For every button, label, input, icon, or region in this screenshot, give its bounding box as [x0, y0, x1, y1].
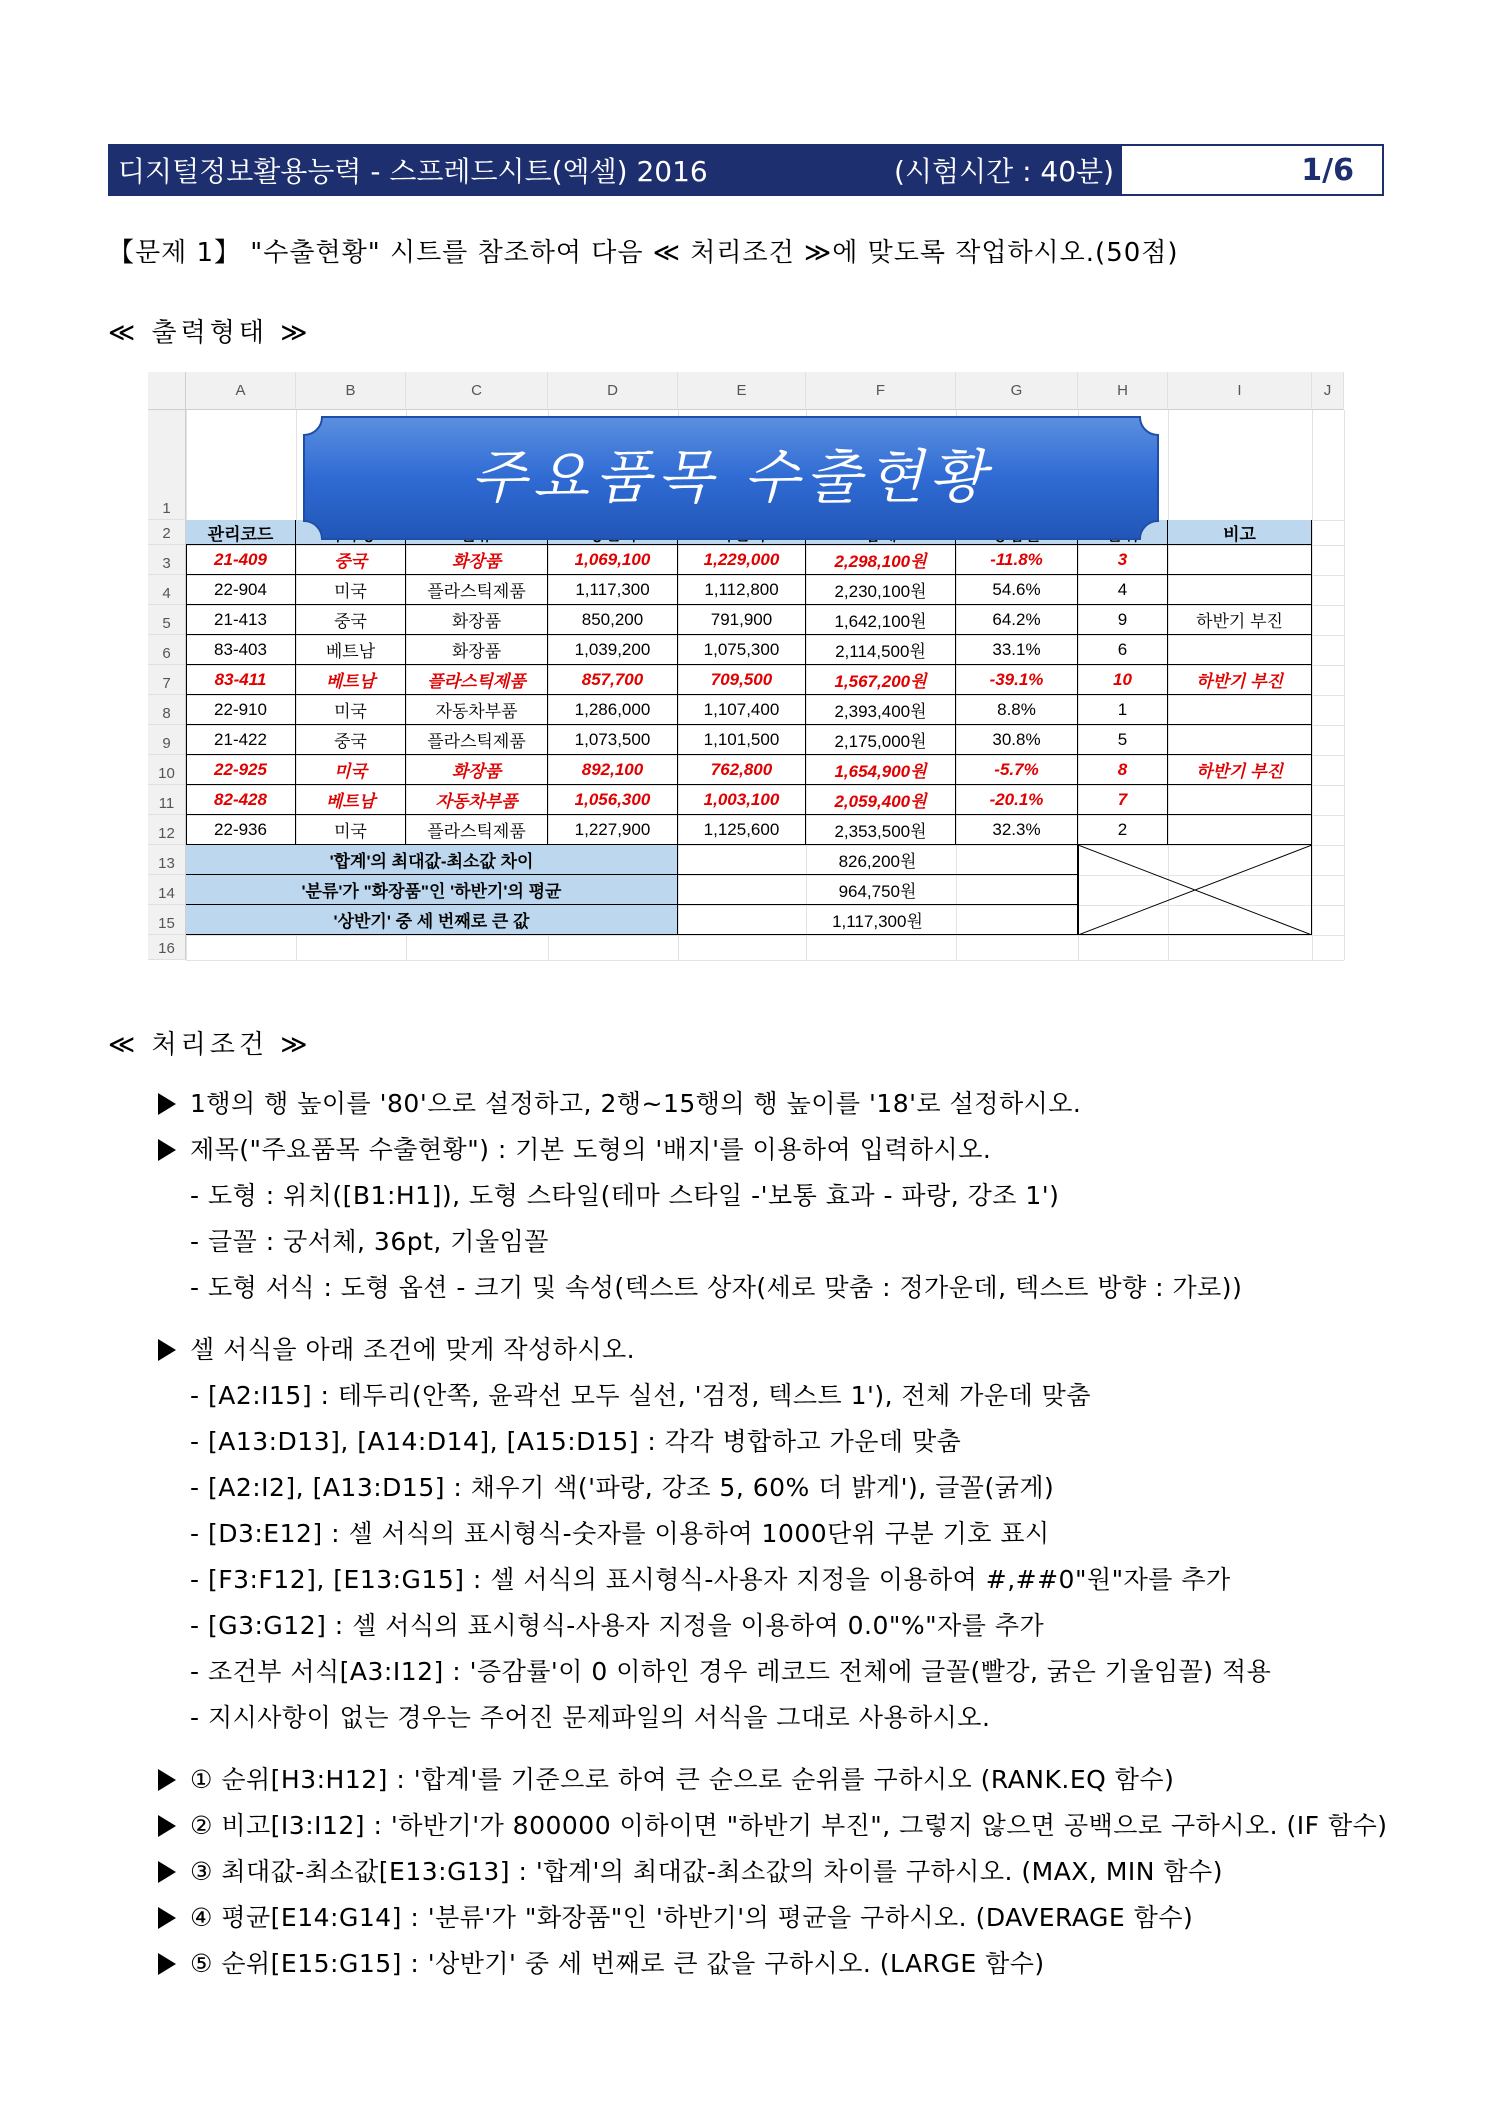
table-cell: 10	[1078, 665, 1168, 695]
table-cell: 하반기 부진	[1168, 665, 1312, 695]
table-cell: 미국	[296, 815, 406, 845]
table-cell: 플라스틱제품	[406, 725, 548, 755]
table-cell	[1168, 545, 1312, 575]
condition-subitem	[190, 1514, 1050, 1550]
table-cell: 850,200	[548, 605, 678, 635]
table-cell: 2,114,500원	[806, 635, 956, 665]
table-cell: 1,056,300	[548, 785, 678, 815]
bullet-triangle-icon	[158, 1815, 176, 1837]
table-cell: 21-409	[186, 545, 296, 575]
question-title: 【문제 1】 "수출현황" 시트를 참조하여 다음 ≪ 처리조건 ≫에 맞도록 작업하시오.(50점)	[108, 238, 1179, 268]
table-cell: 32.3%	[956, 815, 1078, 845]
condition-subitem	[190, 1468, 1054, 1504]
table-cell: 2,175,000원	[806, 725, 956, 755]
condition-text: ⑤ 순위[E15:G15] : '상반기' 중 세 번째로 큰 값을 구하시오. (LARGE 함수)	[190, 1949, 1045, 1978]
table-cell: 1,039,200	[548, 635, 678, 665]
banner-title: 주요품목 수출현황	[470, 443, 992, 511]
table-cell	[1168, 575, 1312, 605]
table-cell: 1,286,000	[548, 695, 678, 725]
table-cell: 2,353,500원	[806, 815, 956, 845]
table-cell: 2,298,100원	[806, 545, 956, 575]
exam-header-bar	[110, 146, 1122, 194]
table-cell: 22-925	[186, 755, 296, 785]
row-header-9: 9	[148, 725, 186, 755]
table-cell: 33.1%	[956, 635, 1078, 665]
row-header-6: 6	[148, 635, 186, 665]
condition-subitem	[190, 1606, 1044, 1642]
conditions-section-title: ≪ 처리조건 ≫	[108, 1030, 312, 1060]
table-cell: 1,117,300	[548, 575, 678, 605]
table-cell: -11.8%	[956, 545, 1078, 575]
table-cell: -39.1%	[956, 665, 1078, 695]
table-cell: 화장품	[406, 755, 548, 785]
table-cell	[1168, 695, 1312, 725]
table-cell: 1,125,600	[678, 815, 806, 845]
row-header-2: 2	[148, 520, 186, 545]
row-header-16: 16	[148, 935, 186, 960]
bullet-triangle-icon	[158, 1907, 176, 1929]
table-cell: 2,059,400원	[806, 785, 956, 815]
table-cell: 2	[1078, 815, 1168, 845]
table-cell: 플라스틱제품	[406, 815, 548, 845]
table-cell: 1,654,900원	[806, 755, 956, 785]
table-header-cell: 관리코드	[186, 520, 296, 545]
table-cell: 83-411	[186, 665, 296, 695]
column-header-j: J	[1312, 372, 1344, 410]
table-cell: 미국	[296, 755, 406, 785]
condition-text: - 글꼴 : 궁서체, 36pt, 기울임꼴	[190, 1227, 549, 1256]
column-header-g: G	[956, 372, 1078, 410]
table-cell: 83-403	[186, 635, 296, 665]
column-header-c: C	[406, 372, 548, 410]
table-cell: 54.6%	[956, 575, 1078, 605]
row-header-14: 14	[148, 875, 186, 905]
column-header-e: E	[678, 372, 806, 410]
page-number: 1/6	[1301, 152, 1354, 188]
row-header-5: 5	[148, 605, 186, 635]
table-cell: 베트남	[296, 635, 406, 665]
condition-text: ① 순위[H3:H12] : '합계'를 기준으로 하여 큰 순으로 순위를 구하시오 (RANK.EQ 함수)	[190, 1765, 1175, 1794]
table-cell: 중국	[296, 725, 406, 755]
condition-text: - [A2:I2], [A13:D15] : 채우기 색('파랑, 강조 5, 60% 더 밝게'), 글꼴(굵게)	[190, 1473, 1055, 1502]
output-section-title: ≪ 출력형태 ≫	[108, 318, 312, 348]
column-header-a: A	[186, 372, 296, 410]
summary-value: 826,200원	[678, 845, 1078, 875]
table-cell: 1,642,100원	[806, 605, 956, 635]
condition-item	[158, 1330, 635, 1366]
gridline-vertical	[1312, 410, 1313, 960]
condition-text: - 도형 : 위치([B1:H1]), 도형 스타일(테마 스타일 -'보통 효과 - 파랑, 강조 1')	[190, 1181, 1060, 1210]
condition-text: 1행의 행 높이를 '80'으로 설정하고, 2행~15행의 행 높이를 '18'로 설정하시오.	[190, 1089, 1082, 1118]
condition-subitem	[190, 1222, 549, 1258]
summary-label: '분류'가 "화장품"인 '하반기'의 평균	[186, 875, 678, 905]
exam-time: (시험시간 : 40분)	[894, 155, 1114, 188]
condition-text: - [F3:F12], [E13:G15] : 셀 서식의 표시형식-사용자 지정을 이용하여 #,##0"원"자를 추가	[190, 1565, 1231, 1594]
condition-text: ④ 평균[E14:G14] : '분류'가 "화장품"인 '하반기'의 평균을 구하시오. (DAVERAGE 함수)	[190, 1903, 1194, 1932]
row-header-15: 15	[148, 905, 186, 935]
condition-text: - [A13:D13], [A14:D14], [A15:D15] : 각각 병합하고 가운데 맞춤	[190, 1427, 962, 1456]
bullet-triangle-icon	[158, 1861, 176, 1883]
table-cell: 2,230,100원	[806, 575, 956, 605]
table-cell: 화장품	[406, 545, 548, 575]
table-cell: 플라스틱제품	[406, 665, 548, 695]
table-cell: 1,003,100	[678, 785, 806, 815]
condition-subitem	[190, 1176, 1059, 1212]
table-cell: 64.2%	[956, 605, 1078, 635]
table-cell: 709,500	[678, 665, 806, 695]
table-cell: 1,069,100	[548, 545, 678, 575]
exam-subject: 디지털정보활용능력 - 스프레드시트(엑셀) 2016	[118, 155, 708, 188]
table-cell: 22-910	[186, 695, 296, 725]
table-cell: 892,100	[548, 755, 678, 785]
column-header-i: I	[1168, 372, 1312, 410]
row-header-7: 7	[148, 665, 186, 695]
gridline-horizontal	[186, 935, 1344, 936]
condition-text: - 조건부 서식[A3:I12] : '증감률'이 0 이하인 경우 레코드 전체에 글꼴(빨강, 굵은 기울임꼴) 적용	[190, 1657, 1272, 1686]
bullet-triangle-icon	[158, 1139, 176, 1161]
table-cell: 791,900	[678, 605, 806, 635]
condition-item	[158, 1084, 1081, 1120]
condition-text: - [A2:I15] : 테두리(안쪽, 윤곽선 모두 실선, '검정, 텍스트 1'), 전체 가운데 맞춤	[190, 1381, 1091, 1410]
condition-text: - 지시사항이 없는 경우는 주어진 문제파일의 서식을 그대로 사용하시오.	[190, 1703, 991, 1732]
condition-item	[158, 1898, 1193, 1934]
row-header-12: 12	[148, 815, 186, 845]
summary-value: 1,117,300원	[678, 905, 1078, 935]
condition-item	[158, 1852, 1223, 1888]
table-cell: 2,393,400원	[806, 695, 956, 725]
row-header-10: 10	[148, 755, 186, 785]
row-header-13: 13	[148, 845, 186, 875]
table-cell: 하반기 부진	[1168, 605, 1312, 635]
row-header-3: 3	[148, 545, 186, 575]
table-cell: 30.8%	[956, 725, 1078, 755]
table-cell: 21-413	[186, 605, 296, 635]
table-cell: 4	[1078, 575, 1168, 605]
condition-text: ② 비고[I3:I12] : '하반기'가 800000 이하이면 "하반기 부진", 그렇지 않으면 공백으로 구하시오. (IF 함수)	[190, 1811, 1388, 1840]
table-cell: 22-936	[186, 815, 296, 845]
table-cell: 1,229,000	[678, 545, 806, 575]
summary-label: '합계'의 최대값-최소값 차이	[186, 845, 678, 875]
table-cell: 1,567,200원	[806, 665, 956, 695]
column-header-b: B	[296, 372, 406, 410]
condition-text: 셀 서식을 아래 조건에 맞게 작성하시오.	[190, 1335, 636, 1364]
table-cell: 자동차부품	[406, 695, 548, 725]
condition-subitem	[190, 1560, 1231, 1596]
table-cell: -20.1%	[956, 785, 1078, 815]
title-banner	[300, 413, 1162, 543]
row-header-4: 4	[148, 575, 186, 605]
crossed-empty-box	[1078, 845, 1312, 935]
column-header-d: D	[548, 372, 678, 410]
table-cell: 하반기 부진	[1168, 755, 1312, 785]
exam-header	[108, 144, 1384, 196]
table-cell: 7	[1078, 785, 1168, 815]
cross-lines	[1078, 845, 1312, 935]
condition-text: 제목("주요품목 수출현황") : 기본 도형의 '배지'를 이용하여 입력하시오.	[190, 1135, 992, 1164]
table-cell: 8	[1078, 755, 1168, 785]
bullet-triangle-icon	[158, 1769, 176, 1791]
table-cell: 베트남	[296, 665, 406, 695]
table-cell: 5	[1078, 725, 1168, 755]
table-cell: 8.8%	[956, 695, 1078, 725]
table-cell: 1,227,900	[548, 815, 678, 845]
condition-subitem	[190, 1268, 1242, 1304]
table-cell: 857,700	[548, 665, 678, 695]
table-cell: 중국	[296, 545, 406, 575]
table-cell: 화장품	[406, 605, 548, 635]
gridline-vertical	[1344, 410, 1345, 960]
table-cell: 6	[1078, 635, 1168, 665]
table-cell: 미국	[296, 575, 406, 605]
table-cell	[1168, 725, 1312, 755]
table-cell: 1,073,500	[548, 725, 678, 755]
row-header-11: 11	[148, 785, 186, 815]
bullet-triangle-icon	[158, 1953, 176, 1975]
table-cell: 1	[1078, 695, 1168, 725]
table-cell: 1,112,800	[678, 575, 806, 605]
table-cell	[1168, 635, 1312, 665]
table-cell: 3	[1078, 545, 1168, 575]
select-all-corner	[148, 372, 186, 410]
summary-value: 964,750원	[678, 875, 1078, 905]
table-cell: 화장품	[406, 635, 548, 665]
table-cell: 21-422	[186, 725, 296, 755]
table-cell: -5.7%	[956, 755, 1078, 785]
condition-subitem	[190, 1422, 961, 1458]
table-cell: 미국	[296, 695, 406, 725]
table-cell: 자동차부품	[406, 785, 548, 815]
row-header-1: 1	[148, 410, 186, 520]
condition-text: ③ 최대값-최소값[E13:G13] : '합계'의 최대값-최소값의 차이를 구하시오. (MAX, MIN 함수)	[190, 1857, 1223, 1886]
table-cell	[1168, 815, 1312, 845]
bullet-triangle-icon	[158, 1339, 176, 1361]
table-cell	[1168, 785, 1312, 815]
table-cell: 1,075,300	[678, 635, 806, 665]
condition-item	[158, 1944, 1045, 1980]
condition-text: - 도형 서식 : 도형 옵션 - 크기 및 속성(텍스트 상자(세로 맞춤 : 정가운데, 텍스트 방향 : 가로))	[190, 1273, 1243, 1302]
table-cell: 베트남	[296, 785, 406, 815]
summary-label: '상반기' 중 세 번째로 큰 값	[186, 905, 678, 935]
condition-item	[158, 1130, 991, 1166]
column-header-f: F	[806, 372, 956, 410]
table-cell: 762,800	[678, 755, 806, 785]
condition-text: - [G3:G12] : 셀 서식의 표시형식-사용자 지정을 이용하여 0.0"%"자를 추가	[190, 1611, 1045, 1640]
table-cell: 9	[1078, 605, 1168, 635]
bullet-triangle-icon	[158, 1093, 176, 1115]
column-header-h: H	[1078, 372, 1168, 410]
condition-item	[158, 1806, 1388, 1842]
table-cell: 중국	[296, 605, 406, 635]
table-header-cell: 비고	[1168, 520, 1312, 545]
condition-item	[158, 1760, 1174, 1796]
gridline-horizontal	[186, 960, 1344, 961]
condition-text: - [D3:E12] : 셀 서식의 표시형식-숫자를 이용하여 1000단위 구분 기호 표시	[190, 1519, 1050, 1548]
condition-subitem	[190, 1376, 1091, 1412]
table-cell: 1,101,500	[678, 725, 806, 755]
table-cell: 1,107,400	[678, 695, 806, 725]
table-cell: 22-904	[186, 575, 296, 605]
table-cell: 플라스틱제품	[406, 575, 548, 605]
condition-subitem	[190, 1652, 1271, 1688]
row-header-8: 8	[148, 695, 186, 725]
condition-subitem	[190, 1698, 990, 1734]
table-cell: 82-428	[186, 785, 296, 815]
